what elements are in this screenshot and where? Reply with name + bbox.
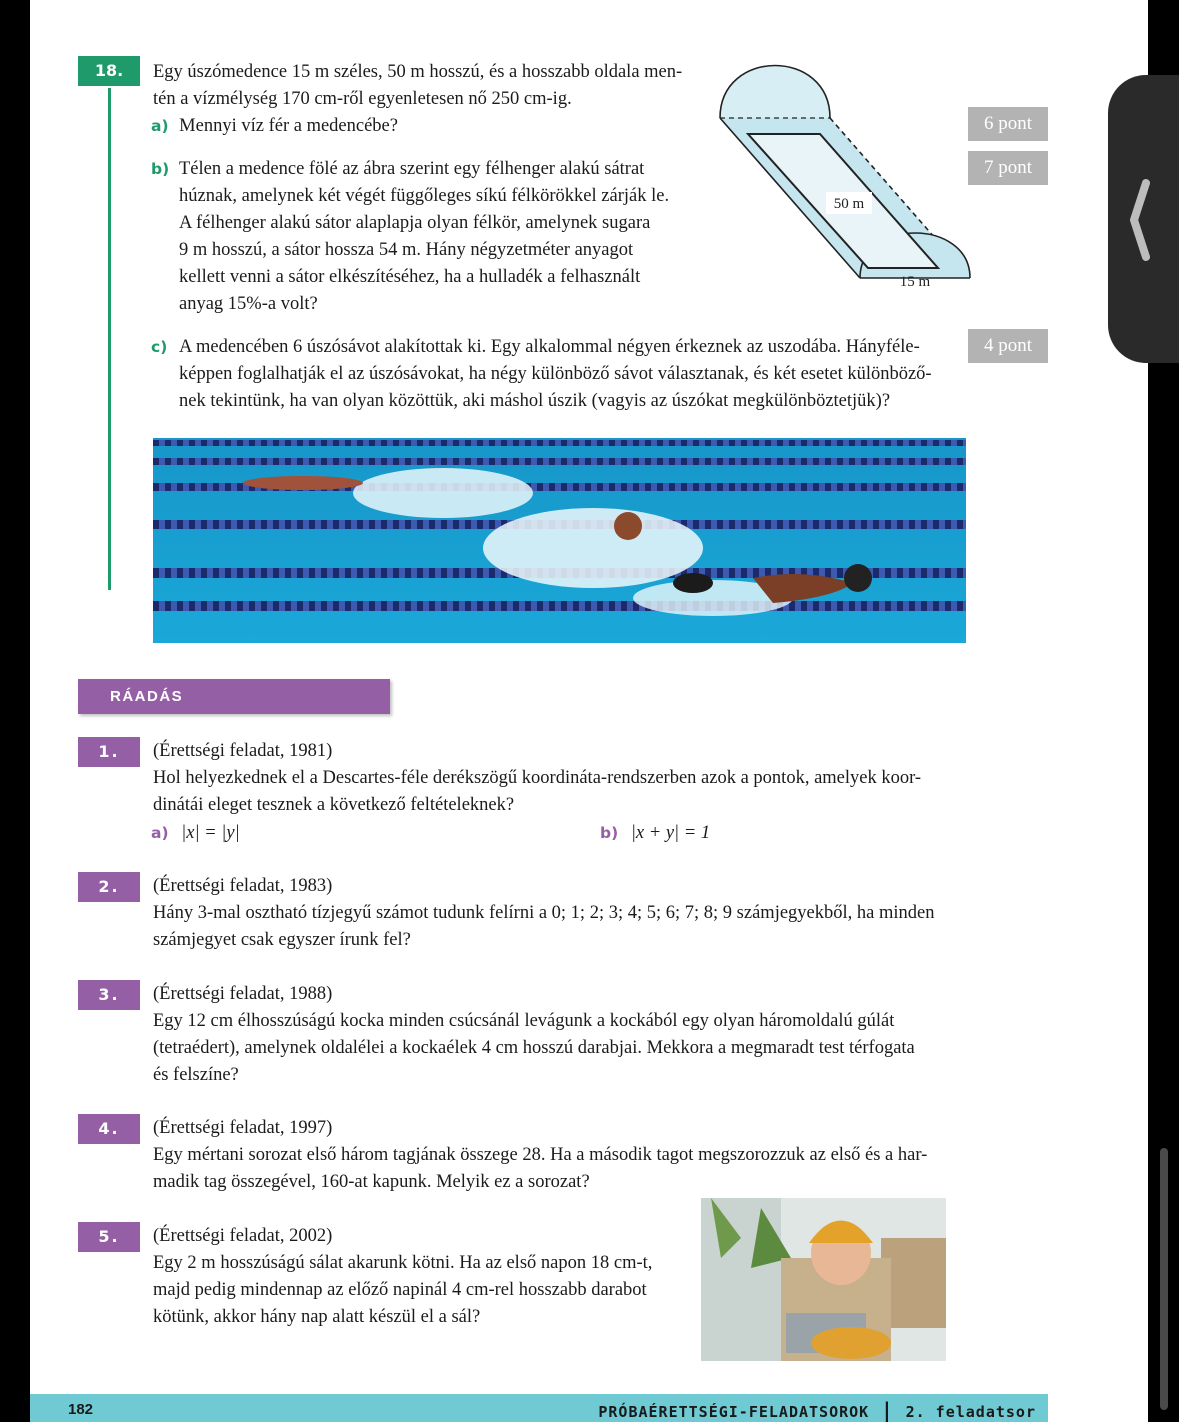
subproblem-label: a) <box>151 117 169 135</box>
math-expression: |x| = |y| <box>181 823 240 843</box>
math-expression: |x + y| = 1 <box>630 823 711 843</box>
subproblem-text <box>179 156 679 318</box>
subproblem-a <box>151 113 398 140</box>
bonus-section-title: RÁADÁS <box>78 679 390 714</box>
text-line: 9 m hosszú, a sátor hossza 54 m. Hány négyzetméter anyagot <box>179 240 634 260</box>
subproblem-text <box>179 334 979 415</box>
text-line: kötünk, akkor hány nap alatt készül el a sál? <box>153 1307 481 1327</box>
text-line: (tetraédert), amelynek oldalélei a kockaélek 4 cm hosszú darabjai. Mekkora a megmaradt test térfogata <box>153 1038 915 1058</box>
bonus-problem-5 <box>153 1223 693 1331</box>
bonus-problem-4 <box>153 1115 953 1196</box>
problem-source: (Érettségi feladat, 1983) <box>153 876 333 896</box>
bonus-number-badge: 2. <box>78 872 140 902</box>
text-line: húznak, amelynek két végét függőleges síkú félkörökkel zárják le. <box>179 186 670 206</box>
problem-source: (Érettségi feladat, 1997) <box>153 1118 333 1138</box>
bonus-number-badge: 5. <box>78 1222 140 1252</box>
tent-figure <box>690 58 990 320</box>
problem-side-rule <box>108 88 111 590</box>
problem-source: (Érettségi feladat, 1981) <box>153 741 333 761</box>
text-line: Télen a medence fölé az ábra szerint egy félhenger alakú sátrat <box>179 159 645 179</box>
points-badge: 6 pont <box>968 107 1048 141</box>
problem-number-badge: 18. <box>78 56 140 86</box>
width-label: 15 m <box>899 274 931 290</box>
knitting-photo <box>701 1198 946 1361</box>
intro-line: tén a vízmélység 170 cm-ről egyenletesen nő 250 cm-ig. <box>153 89 572 109</box>
length-label: 50 m <box>833 196 865 212</box>
text-line: Egy 12 cm élhosszúságú kocka minden csúcsánál levágunk a kockából egy olyan háromoldalú gúlát <box>153 1011 895 1031</box>
swimmers-photo <box>153 438 966 643</box>
text-line: majd pedig mindennap az előző napinál 4 cm-rel hosszabb darabot <box>153 1280 647 1300</box>
subproblem-text: Mennyi víz fér a medencébe? <box>179 116 398 136</box>
reader-side-panel-tab[interactable] <box>1108 75 1179 363</box>
page-footer <box>30 1394 1048 1422</box>
text-line: A félhenger alakú sátor alaplapja olyan félkör, amelynek sugara <box>179 213 651 233</box>
text-line: dinátái eleget tesznek a következő feltételeknek? <box>153 795 515 815</box>
text-line: madik tag összegével, 160-at kapunk. Melyik ez a sorozat? <box>153 1172 590 1192</box>
subproblem-label: c) <box>151 338 168 356</box>
footer-section: PRÓBAÉRETTSÉGI-FELADATSOROK <box>598 1403 870 1421</box>
text-line: A medencében 6 úszósávot alakítottak ki. Egy alkalommal négyen érkeznek az uszodába. Hányféle- <box>179 337 920 357</box>
text-line: Hány 3-mal osztható tízjegyű számot tudunk felírni a 0; 1; 2; 3; 4; 5; 6; 7; 8; 9 számjegyekből, ha minden <box>153 903 935 923</box>
bonus-problem-1 <box>153 738 953 819</box>
text-line: és felszíne? <box>153 1065 239 1085</box>
bonus-1-b <box>600 820 710 847</box>
subproblem-label: b) <box>600 824 619 842</box>
subproblem-label: a) <box>151 824 169 842</box>
problem-intro <box>153 59 713 113</box>
bonus-number-badge: 4. <box>78 1114 140 1144</box>
text-line: kellett venni a sátor elkészítéséhez, ha a hulladék a felhasznált <box>179 267 641 287</box>
footer-set: 2. feladatsor <box>905 1403 1036 1421</box>
text-line: képpen foglalhatják el az úszósávokat, ha négy különböző sávot választanak, és két esetet különböző- <box>179 364 932 384</box>
text-line: Egy mértani sorozat első három tagjának összege 28. Ha a második tagot megszorozzuk az első és a har- <box>153 1145 928 1165</box>
text-line: Egy 2 m hosszúságú sálat akarunk kötni. Ha az első napon 18 cm-t, <box>153 1253 653 1273</box>
running-footer <box>598 1394 1036 1422</box>
text-line: számjegyet csak egyszer írunk fel? <box>153 930 411 950</box>
bonus-1-a <box>151 820 240 847</box>
problem-source: (Érettségi feladat, 1988) <box>153 984 333 1004</box>
points-badge: 7 pont <box>968 151 1048 185</box>
bonus-number-badge: 3. <box>78 980 140 1010</box>
intro-line: Egy úszómedence 15 m széles, 50 m hosszú, és a hosszabb oldala men- <box>153 62 683 82</box>
text-line: nek tekintünk, ha van olyan közöttük, aki máshol úszik (vagyis az úszókat megkülönböztetjük)? <box>179 391 891 411</box>
bonus-number-badge: 1. <box>78 737 140 767</box>
footer-separator: | <box>883 1398 892 1422</box>
bonus-problem-3 <box>153 981 953 1089</box>
subproblem-label: b) <box>151 160 170 178</box>
text-line: Hol helyezkednek el a Descartes-féle derékszögű koordináta-rendszerben azok a pontok, amelyek koor- <box>153 768 922 788</box>
points-badge: 4 pont <box>968 329 1048 363</box>
problem-source: (Érettségi feladat, 2002) <box>153 1226 333 1246</box>
page-number: 182 <box>68 1401 94 1418</box>
textbook-page <box>30 0 1148 1422</box>
chevron-left-icon[interactable] <box>1126 177 1152 263</box>
bonus-problem-2 <box>153 873 953 954</box>
scrollbar-thumb[interactable] <box>1160 1148 1168 1410</box>
tent-back-end <box>720 66 830 119</box>
text-line: anyag 15%-a volt? <box>179 294 318 314</box>
